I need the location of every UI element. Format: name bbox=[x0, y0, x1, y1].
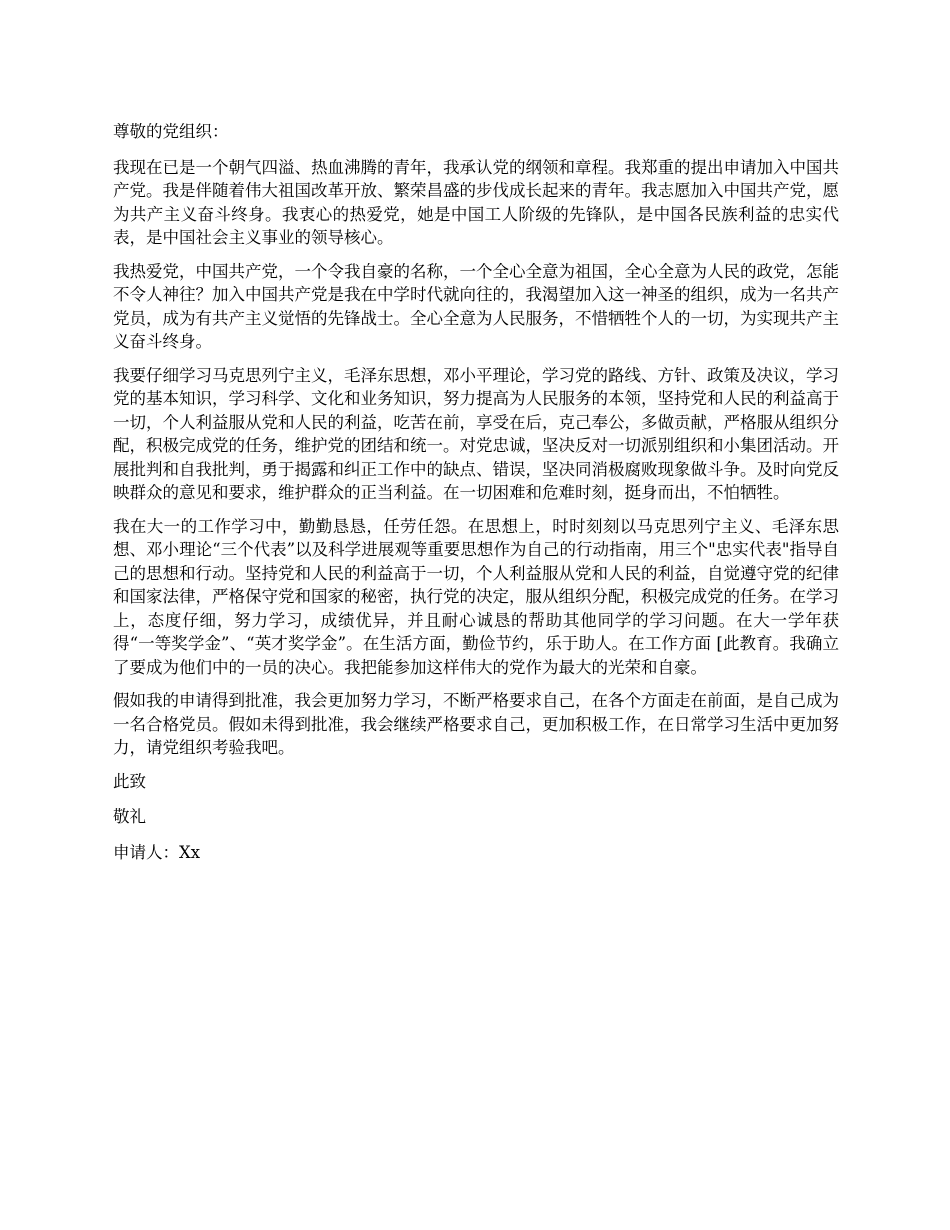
salutation: 尊敬的党组织： bbox=[113, 122, 229, 141]
application-letter bbox=[113, 120, 839, 874]
paragraph-4: 我在大一的工作学习中，勤勤恳恳，任劳任怨。在思想上，时时刻刻以马克思列宁主义、毛泽东思想、邓小理论“三个代表”以及科学进展观等重要思想作为自己的行动指南，用三个"忠实代表"指导自己的思想和行动。坚持党和人民的利益高于一切，个人利益服从党和人民的利益，自觉遵守党的纪律和国家法律，严格保守党和国家的秘密，执行党的决定，服从组织分配，积极完成党的任务。在学习上，态度仔细，努力学习，成绩优异，并且耐心诚恳的帮助其他同学的学习问题。在大一学年获得“一等奖学金”、“英才奖学金”。在生活方面，勤俭节约，乐于助人。在工作方面 [此教育。我确立了要成为他们中的一员的决心。我把能参加这样伟大的党作为最大的光荣和自豪。 bbox=[113, 516, 839, 677]
signature: 申请人：Xx bbox=[113, 842, 201, 862]
closing-greeting: 此致 bbox=[113, 771, 146, 791]
paragraph-3: 我要仔细学习马克思列宁主义，毛泽东思想，邓小平理论，学习党的路线、方针、政策及决议，学习党的基本知识，学习科学、文化和业务知识，努力提高为人民服务的本领，坚持党和人民的利益高于一切，个人利益服从党和人民的利益，吃苦在前，享受在后，克己奉公，多做贡献，严格服从组织分配，积极完成党的任务，维护党的团结和统一。对党忠诚，坚决反对一切派别组织和小集团活动。开展批判和自我批判，勇于揭露和纠正工作中的缺点、错误，坚决同消极腐败现象做斗争。及时向党反映群众的意见和要求，维护群众的正当利益。在一切困难和危难时刻，挺身而出，不怕牺牲。 bbox=[113, 365, 839, 502]
paragraph-1: 我现在已是一个朝气四溢、热血沸腾的青年，我承认党的纲领和章程。我郑重的提出申请加入中国共产党。我是伴随着伟大祖国改革开放、繁荣昌盛的步伐成长起来的青年。我志愿加入中国共产党，愿为共产主义奋斗终身。我衷心的热爱党，她是中国工人阶级的先锋队，是中国各民族利益的忠实代表，是中国社会主义事业的领导核心。 bbox=[113, 157, 839, 247]
paragraph-2: 我热爱党，中国共产党，一个令我自豪的名称，一个全心全意为祖国，全心全意为人民的政党，怎能不令人神往？加入中国共产党是我在中学时代就向往的，我渴望加入这一神圣的组织，成为一名共产党员，成为有共产主义觉悟的先锋战士。全心全意为人民服务，不惜牺牲个人的一切，为实现共产主义奋斗终身。 bbox=[113, 261, 839, 351]
paragraph-5: 假如我的申请得到批准，我会更加努力学习，不断严格要求自己，在各个方面走在前面，是自己成为一名合格党员。假如未得到批准，我会继续严格要求自己，更加积极工作，在日常学习生活中更加努力，请党组织考验我吧。 bbox=[113, 691, 839, 757]
closing-salute: 敬礼 bbox=[113, 807, 146, 826]
